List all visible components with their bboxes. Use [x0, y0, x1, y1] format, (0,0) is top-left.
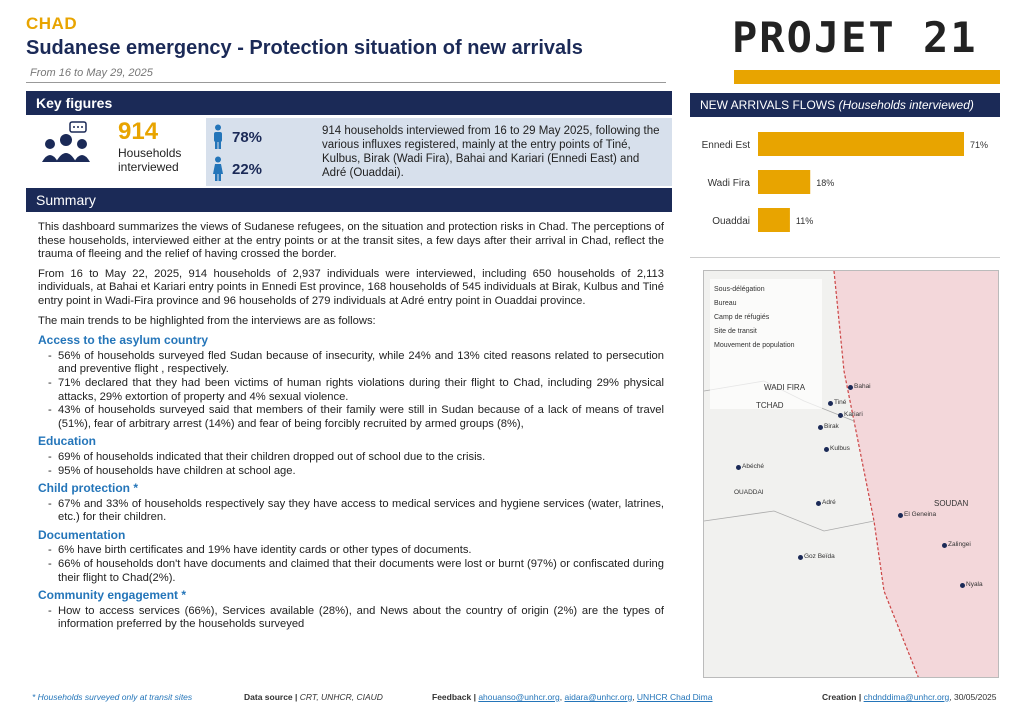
female-pct: 22%	[232, 160, 263, 178]
location-marker	[960, 583, 965, 588]
category-label: Ennedi Est	[701, 140, 750, 151]
category-label: Wadi Fira	[707, 178, 750, 189]
data-label: 71%	[970, 140, 989, 150]
bar	[758, 170, 810, 194]
households-label-2: interviewed	[118, 160, 179, 174]
map-legend-items	[714, 283, 795, 353]
map-label: Birak	[824, 423, 839, 430]
page-title: Sudanese emergency - Protection situation of new arrivals	[26, 37, 583, 59]
map-label: Tiné	[834, 399, 847, 406]
sudan-shaded-area	[834, 271, 999, 678]
map-label: TCHAD	[756, 401, 784, 410]
map-label: Bahai	[854, 383, 871, 390]
feedback-link-1[interactable]: ahouanso@unhcr.org	[478, 692, 560, 702]
map-label: Adré	[822, 499, 836, 506]
section-list	[48, 498, 664, 525]
title-divider	[26, 82, 666, 83]
region-map	[703, 270, 999, 678]
key-figures-heading: Key figures	[26, 91, 672, 115]
map-label: WADI FIRA	[764, 383, 806, 392]
female-row	[212, 154, 262, 184]
legend-item: Camp de réfugiés	[714, 314, 770, 321]
feedback-link-3[interactable]: UNHCR Chad Dima	[636, 692, 713, 702]
section-list	[48, 350, 664, 432]
list-item: - 56% of households surveyed fled Sudan because of insecurity, while 24% and 13% cited reasons related to persecution and preventive flight , respectively.	[48, 350, 664, 377]
bar	[758, 132, 964, 156]
location-marker	[736, 465, 741, 470]
footer	[0, 689, 1024, 709]
households-figure	[118, 118, 204, 186]
section-title: Child protection *	[38, 481, 138, 496]
province-boundary-2	[704, 511, 874, 531]
date-range: From 16 to May 29, 2025	[30, 67, 153, 79]
location-marker	[798, 555, 803, 560]
male-icon	[212, 124, 224, 150]
data-source-label: Data source |	[244, 692, 298, 702]
location-marker	[838, 413, 843, 418]
country-label: CHAD	[26, 14, 78, 33]
list-item: - 66% of households don't have documents and claimed that their documents were lost or burnt (97%) or confiscated during their flight to Chad(2%).	[48, 558, 664, 585]
location-marker	[818, 425, 823, 430]
map-label: Kariari	[844, 411, 863, 418]
section-title: Education	[38, 434, 97, 449]
female-icon	[212, 156, 224, 182]
section-title: Documentation	[38, 527, 126, 542]
location-marker	[848, 385, 853, 390]
data-label: 18%	[816, 178, 835, 188]
map-label: Nyala	[966, 581, 983, 588]
data-source-value: CRT, UNHCR, CIAUD	[299, 692, 383, 702]
creation	[822, 692, 997, 702]
male-pct: 78%	[232, 128, 263, 146]
list-item: - How to access services (66%), Services available (28%), and News about the country of origin (2%) are the types of information preferred by the households surveyed	[48, 605, 664, 632]
flows-chart	[690, 120, 1000, 258]
legend-item: Site de transit	[714, 328, 757, 335]
list-item: - 95% of households have children at school age.	[48, 465, 664, 479]
list-item: - 6% have birth certificates and 19% have identity cards or other types of documents.	[48, 544, 664, 558]
creation-date: , 30/05/2025	[949, 692, 997, 702]
male-row	[212, 122, 262, 152]
flows-heading-title: NEW ARRIVALS FLOWS	[700, 98, 836, 112]
feedback-link-2[interactable]: aidara@unhcr.org	[564, 692, 633, 702]
flows-bar-chart	[690, 120, 1000, 258]
creation-email[interactable]: chdnddima@unhcr.org	[863, 692, 950, 702]
location-marker	[816, 501, 821, 506]
people-group-icon	[26, 118, 116, 186]
feedback: Feedback | ahouanso@unhcr.org, aidara@unhcr.org, UNHCR Chad Dima	[432, 692, 713, 702]
location-marker	[828, 401, 833, 406]
section-list	[48, 451, 664, 478]
households-label-1: Households	[118, 146, 182, 160]
creation-label: Creation |	[822, 692, 862, 702]
list-item: - 43% of households surveyed said that members of their family were still in Sudan because of a lack of means of travel (51%), fear of arbitrary arrest (14%) and fear of being forcibly recruited by armed groups (8%),	[48, 404, 664, 431]
section-title: Access to the asylum country	[38, 333, 209, 348]
map-label: El Geneina	[904, 511, 937, 518]
households-count: 914	[118, 118, 159, 145]
map-label: Kulbus	[830, 445, 850, 452]
flows-heading	[690, 93, 1000, 117]
category-label: Ouaddai	[712, 216, 750, 227]
summary-body	[38, 221, 664, 634]
summary-sections	[38, 334, 664, 632]
bar	[758, 208, 790, 232]
location-marker	[942, 543, 947, 548]
list-item: - 67% and 33% of households respectively say they have access to medical services and hygiene services (water, latrines, etc.) for their children.	[48, 498, 664, 525]
legend-item: Mouvement de population	[714, 342, 795, 349]
map-label: Abéché	[742, 463, 765, 470]
summary-paragraph-2: From 16 to May 22, 2025, 914 households of 2,937 individuals were interviewed, including 650 households of 2,113 individuals, at Bahai et Kariari entry points in Ennedi Est province, 168 households of 545 individuals at Birak, Kulbus and Tiné entry point in Wadi-Fira province and 96 households of 279 individuals at Adré entry point in Ouaddai province.	[38, 267, 664, 307]
section-list	[48, 605, 664, 632]
map-label: OUADDAI	[734, 489, 764, 496]
projet21-logo: PROJET 21	[732, 13, 978, 62]
section-title: Community engagement *	[38, 588, 187, 603]
gender-breakdown	[206, 118, 314, 186]
location-marker	[898, 513, 903, 518]
flows-heading-note: (Households interviewed)	[838, 98, 974, 112]
summary-paragraph-3: The main trends to be highlighted from the interviews are as follows:	[38, 314, 376, 327]
map-label: SOUDAN	[934, 499, 969, 508]
map-label: Goz Beïda	[804, 553, 835, 560]
summary-intro: This dashboard summarizes the views of Sudanese refugees, on the situation and protection risks in Chad. The perceptions of these households, interviewed either at the entry points or at the transit sites, a few days after their arrival in Chad, reflect the trauma of fleeing and the relief of having crossed the border.	[38, 221, 664, 261]
data-label: 11%	[795, 216, 814, 226]
section-list	[48, 544, 664, 585]
data-source	[244, 692, 383, 702]
list-item: - 71% declared that they had been victims of human rights violations during their flight to Chad, including 29% physical attacks, 29% extortion of property and 4% sexual violence.	[48, 377, 664, 404]
footnote: * Households surveyed only at transit sites	[32, 692, 193, 702]
summary-heading: Summary	[26, 188, 672, 212]
list-item: - 69% of households indicated that their children dropped out of school due to the crisis.	[48, 451, 664, 465]
key-figures-text: 914 households interviewed from 16 to 29 May 2025, following the various influxes registered, mainly at the entry points of Tiné, Kulbus, Birak (Wadi Fira), Bahai and Kariari (Ennedi East) and Adré (Ouaddai).	[314, 118, 672, 186]
feedback-label: Feedback |	[432, 692, 476, 702]
legend-item: Sous-délégation	[714, 286, 765, 293]
legend-item: Bureau	[714, 300, 737, 307]
location-marker	[824, 447, 829, 452]
map-label: Zalingei	[948, 541, 971, 548]
logo-accent-bar	[734, 70, 1000, 84]
